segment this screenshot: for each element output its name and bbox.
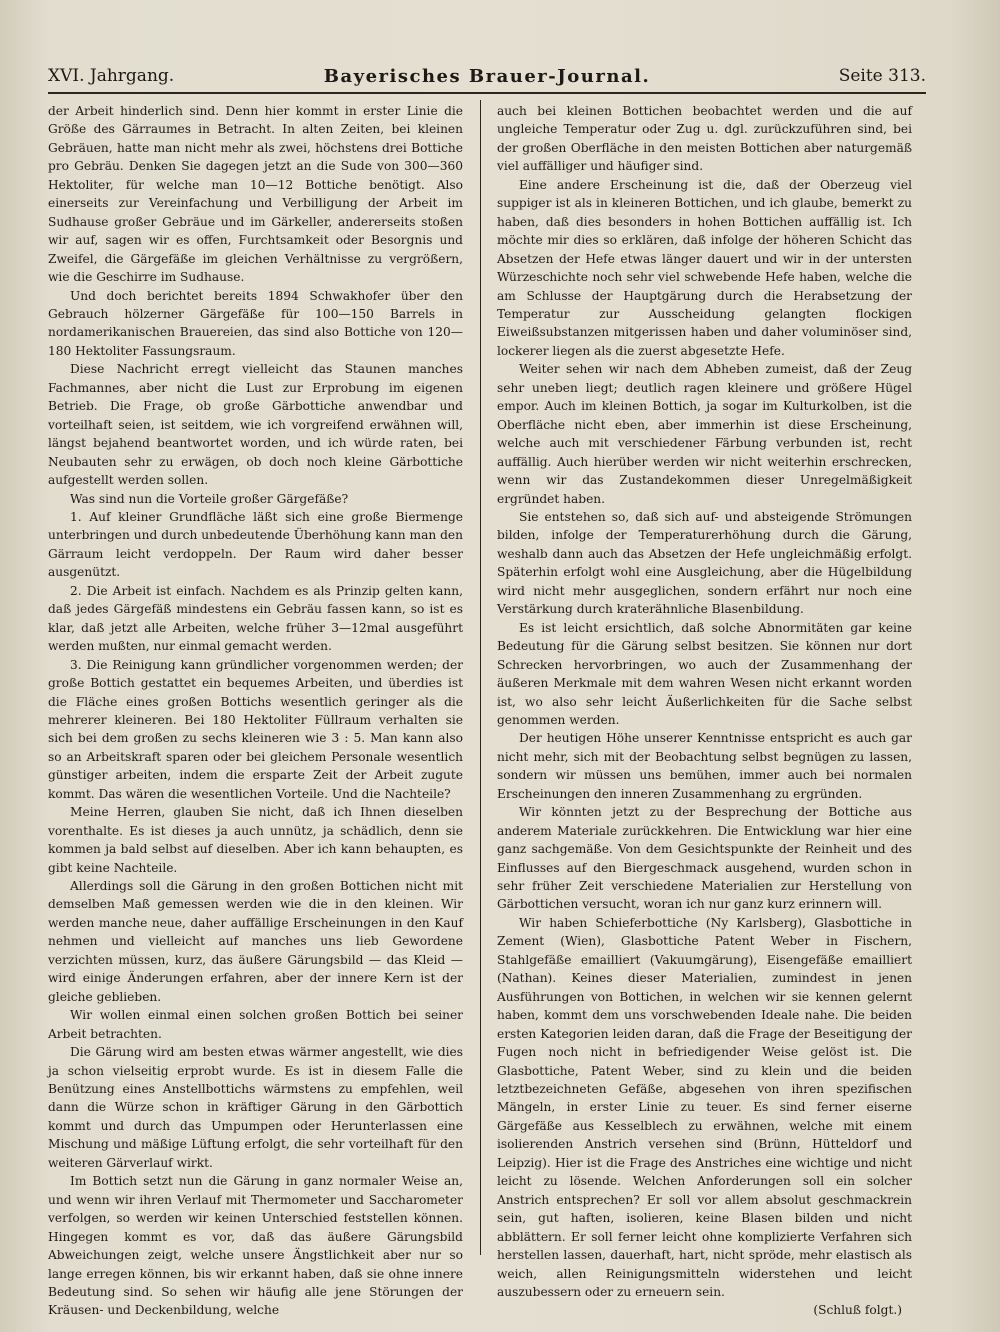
paragraph: Wir haben Schieferbottiche (Ny Karlsberg), Glasbottiche in Zement (Wien), Glasbottiche Patent Weber in Fischern, Stahlgefäße emailliert (Vakuumgärung), Eisengefäße emailliert (Nathan). Keines dieser Materialien, zumindest in jenen Ausführungen von Bottichen, in welchen wir sie kennen gelernt haben, kommt dem uns vorschwebenden Ideale nahe. Die beiden ersten Kategorien leiden daran, daß die Frage der Beseitigung der Fugen noch nicht in befriedigender Weise gelöst ist. Die Glasbottiche, Patent Weber, sind zu klein und die beiden letztbezeichneten Gefäße, abgesehen von ihren spezifischen Mängeln, in erster Linie zu teuer. Es sind ferner eiserne Gärgefäße aus Kesselblech zu erwähnen, welche mit einem isolierenden Anstrich versehen sind (Brünn, Hütteldorf und Leipzig). Hier ist die Frage des Anstriches eine wichtige und nicht leicht zu lösende. Welchen Anforderungen soll ein solcher Anstrich entsprechen? Er soll vor allem absolut geschmackrein sein, gut haften, isolieren, keine Blasen bilden und nicht abblättern. Er soll ferner leicht ohne komplizierte Verfahren sich herstellen lassen, dauerhaft, hart, nicht spröde, mehr elastisch als weich, allen Reinigungsmitteln widerstehen und leicht auszubessern oder zu erneuern sein. xyxy=(497,915,912,1299)
page-number: Seite 313. xyxy=(838,66,926,86)
paragraph: 2. Die Arbeit ist einfach. Nachdem es als Prinzip gelten kann, daß jedes Gärgefäß mindestens ein Gebräu fassen kann, so ist es klar, daß jetzt alle Arbeiten, welche früher 3—12mal ausgeführt werden mußten, nur einmal gemacht werden. xyxy=(48,583,463,654)
paragraph: Der heutigen Höhe unserer Kenntnisse entspricht es auch gar nicht mehr, sich mit der Beobachtung selbst begnügen zu lassen, sondern wir müssen uns bemühen, immer auch bei normalen Erscheinungen den inneren Zusammenhang zu ergründen. xyxy=(497,731,912,801)
paragraph: der Arbeit hinderlich sind. Denn hier kommt in erster Linie die Größe des Gärraumes in Betracht. In alten Zeiten, bei kleinen Gebräuen, hatte man nicht mehr als zwei, höchstens drei Bottiche pro Gebräu. Denken Sie dagegen jetzt an die Sude von 300—360 Hektoliter, für welche man 10—12 Bottiche benötigt. Also einerseits zur Vereinfachung und Verbilligung der Arbeit im Sudhause großer Gebräue und im Gärkeller, andererseits stoßen wir auf, sagen wir es offen, Furchtsamkeit oder Besorgnis und Zweifel, die Gärgefäße im gleichen Verhältnisse zu vergrößern, wie die Geschirre im Sudhause. xyxy=(48,104,463,285)
paragraph: (Schluß folgt.) xyxy=(813,1303,902,1318)
paragraph: 1. Auf kleiner Grundfläche läßt sich eine große Biermenge unterbringen und durch unbedeutende Überhöhung kann man den Gärraum leicht verdoppeln. Der Raum wird daher besser ausgenützt. xyxy=(48,509,463,580)
paragraph: 3. Die Reinigung kann gründlicher vorgenommen werden; der große Bottich gestattet ein bequemes Arbeiten, und überdies ist die Fläche eines großen Bottichs wesentlich geringer als die mehrerer kleineren. Bei 180 Hektoliter Füllraum verhalten sie sich bei dem großen zu sechs kleineren wie 3 : 5. Man kann also so an Arbeitskraft sparen oder bei gleichem Personale wesentlich günstiger arbeiten, indem die ersparte Zeit der Arbeit zugute kommt. Das wären die wesentlichen Vorteile. Und die Nachteile? xyxy=(48,657,463,801)
paragraph: Eine andere Erscheinung ist die, daß der Oberzeug viel suppiger ist als in kleineren Bottichen, und ich glaube, bemerkt zu haben, daß dies besonders in hohen Bottichen auffällig ist. Ich möchte mir dies so erklären, daß infolge der höheren Schicht das Absetzen der Hefe etwas länger dauert und wir in der untersten Würzeschichte noch sehr viel schwebende Hefe haben, welche die am Schlusse der Hauptgärung durch die Herabsetzung der Temperatur zur Ausscheidung gelangten flockigen Eiweißsubstanzen mitgerissen haben und daher voluminöser sind, lockerer liegen als die zuerst abgesetzte Hefe. xyxy=(497,177,912,358)
paragraph: Meine Herren, glauben Sie nicht, daß ich Ihnen dieselben vorenthalte. Es ist dieses ja auch unnütz, ja schädlich, denn sie kommen ja bald selbst auf dieselben. Aber ich kann behaupten, es gibt keine Nachteile. xyxy=(48,805,463,875)
paragraph: Weiter sehen wir nach dem Abheben zumeist, daß der Zeug sehr uneben liegt; deutlich ragen kleinere und größere Hügel empor. Auch im kleinen Bottich, ja sogar im Kulturkolben, ist die Oberfläche nicht eben, aber immerhin ist diese Erscheinung, welche auch mit verschiedener Färbung verbunden ist, recht auffällig. Auch hierüber werden wir nicht weiterhin erschrecken, wenn wir das Zustandekommen dieser Unregelmäßigkeit ergründet haben. xyxy=(497,362,912,506)
paragraph: auch bei kleinen Bottichen beobachtet werden und die auf ungleiche Temperatur oder Zug u. dgl. zurückzuführen sind, bei der großen Oberfläche in den meisten Bottichen aber naturgemäß viel auffälliger und häufiger sind. xyxy=(497,104,912,174)
paragraph: Wir wollen einmal einen solchen großen Bottich bei seiner Arbeit betrachten. xyxy=(48,1008,463,1041)
paragraph: Was sind nun die Vorteile großer Gärgefäße? xyxy=(70,491,349,506)
paragraph: Sie entstehen so, daß sich auf- und absteigende Strömungen bilden, infolge der Temperaturerhöhung durch die Gärung, weshalb dann auch das Absetzen der Hefe ungleichmäßig erfolgt. Späterhin erfolgt wohl eine Ausgleichung, aber die Hügelbildung wird nicht mehr ausgeglichen, sondern erfährt nur noch eine Verstärkung durch kraterähnliche Blasenbildung. xyxy=(497,509,912,617)
journal-title: Bayerisches Brauer-Journal. xyxy=(323,66,651,87)
paragraph: Im Bottich setzt nun die Gärung in ganz normaler Weise an, und wenn wir ihren Verlauf mit Thermometer und Saccharometer verfolgen, so werden wir keinen Unterschied feststellen können. Hingegen kommt es vor, daß das äußere Gärungsbild Abweichungen zeigt, welche unsere Ängstlichkeit aber nur so lange erregen können, bis wir erkannt haben, daß sie ohne innere Bedeutung sind. So sehen wir häufig alle jene Störungen der Kräusen- und Deckenbildung, welche xyxy=(48,1174,463,1318)
paragraph: Allerdings soll die Gärung in den großen Bottichen nicht mit demselben Maß gemessen werden wie die in den kleinen. Wir werden manche neue, daher auffällige Erscheinungen in den Kauf nehmen und vielleicht auf manches uns lieb Gewordene verzichten müssen, kurz, das äußere Gärungsbild — das Kleid — wird einige Änderungen erfahren, aber der innere Kern ist der gleiche geblieben. xyxy=(48,879,463,1004)
paragraph: Diese Nachricht erregt vielleicht das Staunen manches Fachmannes, aber nicht die Lust zur Erprobung im eigenen Betrieb. Die Frage, ob große Gärbottiche anwendbar und vorteilhaft seien, ist seitdem, wie ich vorgreifend erwähnen will, längst bejahend beantwortet worden, und ich würde raten, bei Neubauten sehr zu erwägen, ob doch noch kleine Gärbottiche aufgestellt werden sollen. xyxy=(48,362,463,488)
paragraph: Es ist leicht ersichtlich, daß solche Abnormitäten gar keine Bedeutung für die Gärung selbst besitzen. Sie können nur dort Schrecken hervorbringen, wo auch der Zusammenhang der äußeren Merkmale mit dem wahren Wesen nicht erkannt worden ist, wo also sehr leicht Äußerlichkeiten für die Sache selbst genommen werden. xyxy=(497,620,912,727)
paragraph: Und doch berichtet bereits 1894 Schwakhofer über den Gebrauch hölzerner Gärgefäße für 100—150 Barrels in nordamerikanischen Brauereien, das sind also Bottiche von 120—180 Hektoliter Fassungsraum. xyxy=(48,288,463,358)
paragraph: Wir könnten jetzt zu der Besprechung der Bottiche aus anderem Materiale zurückkehren. Die Entwicklung war hier eine ganz sachgemäße. Von dem Gesichtspunkte der Reinheit und des Einflusses auf den Biergeschmack ausgehend, wurden schon in sehr früher Zeit verschiedene Materialien zur Herstellung von Gärbottichen versucht, woran ich nur ganz kurz erinnern will. xyxy=(497,805,912,912)
right-column xyxy=(497,102,912,1318)
column-divider xyxy=(480,100,481,1255)
paragraph: Die Gärung wird am besten etwas wärmer angestellt, wie dies ja schon vielseitig erprobt wurde. Es ist in diesem Falle die Benützung eines Anstellbottichs wärmstens zu empfehlen, weil dann die Würze schon in kräftiger Gärung in den Gärbottich kommt und durch das Umpumpen oder Herunterlassen eine Mischung und mäßige Lüftung erfolgt, die sehr vorteilhaft für den weiteren Gärverlauf wirkt. xyxy=(48,1045,463,1170)
volume-label: XVI. Jahrgang. xyxy=(48,66,175,86)
page-header xyxy=(48,64,926,94)
left-column xyxy=(48,102,463,1318)
